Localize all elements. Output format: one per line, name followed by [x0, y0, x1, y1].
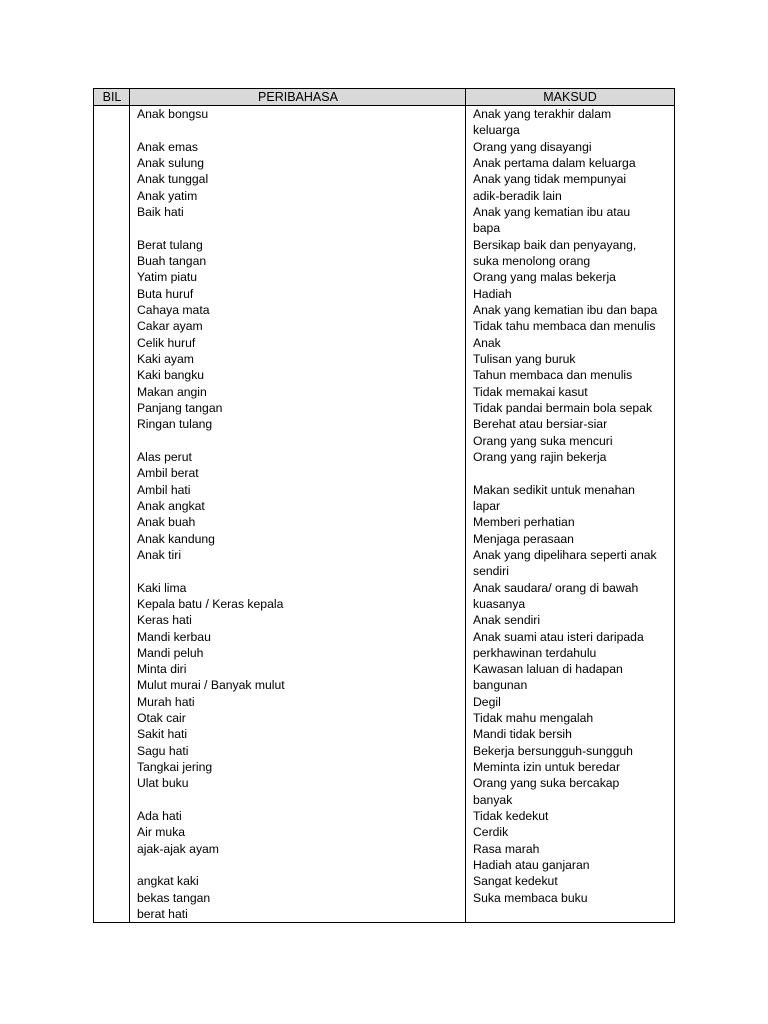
peribahasa-line: [137, 563, 462, 579]
peribahasa-line: Anak buah: [137, 515, 196, 530]
maksud-line: Sangat kedekut: [473, 874, 558, 889]
maksud-line: Anak pertama dalam keluarga: [473, 155, 636, 170]
maksud-line: keluarga: [473, 123, 520, 138]
peribahasa-line: Ambil hati: [137, 482, 191, 497]
maksud-line: Anak yang kematian ibu atau: [473, 204, 631, 219]
peribahasa-line: Minta diri: [137, 662, 187, 677]
maksud-column: [473, 106, 673, 906]
peribahasa-line: [137, 433, 462, 449]
peribahasa-line: Mulut murai / Banyak mulut: [137, 678, 285, 693]
peribahasa-line: Baik hati: [137, 204, 184, 219]
maksud-line: Mandi tidak bersih: [473, 727, 572, 742]
maksud-line: suka menolong orang: [473, 253, 591, 268]
peribahasa-line: Air muka: [137, 825, 186, 840]
peribahasa-line: Ada hati: [137, 809, 182, 824]
maksud-line: Tidak pandai bermain bola sepak: [473, 400, 653, 415]
maksud-line: Tidak mahu mengalah: [473, 711, 594, 726]
maksud-line: Tulisan yang buruk: [473, 351, 576, 366]
maksud-line: bapa: [473, 221, 501, 236]
peribahasa-line: ajak-ajak ayam: [137, 841, 219, 856]
maksud-line: adik-beradik lain: [473, 188, 562, 203]
maksud-line: Anak yang terakhir dalam: [473, 107, 612, 121]
maksud-line: Suka membaca buku: [473, 890, 588, 905]
peribahasa-line: Otak cair: [137, 711, 186, 726]
peribahasa-line: bekas tangan: [137, 890, 211, 905]
peribahasa-line: Sakit hati: [137, 727, 188, 742]
peribahasa-line: Tangkai jering: [137, 760, 213, 775]
header-peribahasa: PERIBAHASA: [258, 90, 338, 104]
peribahasa-line: Ringan tulang: [137, 417, 213, 432]
maksud-line: Hadiah: [473, 286, 512, 301]
peribahasa-line: Makan angin: [137, 384, 207, 399]
header-maksud: MAKSUD: [543, 90, 597, 104]
maksud-line: Tidak tahu membaca dan menulis: [473, 319, 656, 334]
peribahasa-line: Panjang tangan: [137, 400, 223, 415]
peribahasa-line: Mandi peluh: [137, 645, 204, 660]
peribahasa-line: Ulat buku: [137, 776, 189, 791]
maksud-line: Kawasan laluan di hadapan: [473, 662, 623, 677]
header-bil: BIL: [102, 90, 122, 104]
maksud-line: Anak: [473, 335, 501, 350]
maksud-line: Orang yang suka bercakap: [473, 776, 620, 791]
peribahasa-line: Celik huruf: [137, 335, 196, 350]
peribahasa-line: Yatim piatu: [137, 270, 198, 285]
peribahasa-line: Anak kandung: [137, 531, 215, 546]
peribahasa-line: Berat tulang: [137, 237, 203, 252]
peribahasa-line: Alas perut: [137, 449, 192, 464]
maksud-line: [473, 465, 673, 481]
maksud-line: Orang yang rajin bekerja: [473, 449, 607, 464]
maksud-line: Orang yang suka mencuri: [473, 433, 613, 448]
peribahasa-line: Anak bongsu: [137, 107, 209, 121]
maksud-line: Bersikap baik dan penyayang,: [473, 237, 637, 252]
maksud-line: Anak yang tidak mempunyai: [473, 172, 627, 187]
peribahasa-line: Anak yatim: [137, 188, 198, 203]
maksud-line: Anak suami atau isteri daripada: [473, 629, 644, 644]
peribahasa-line: [137, 220, 462, 236]
maksud-line: Memberi perhatian: [473, 515, 575, 530]
maksud-line: Anak saudara/ orang di bawah: [473, 580, 639, 595]
column-divider-bil: [129, 89, 130, 922]
maksud-line: Orang yang malas bekerja: [473, 270, 616, 285]
peribahasa-line: Keras hati: [137, 613, 192, 628]
peribahasa-line: Sagu hati: [137, 743, 189, 758]
peribahasa-line: [137, 122, 462, 138]
peribahasa-line: Kaki lima: [137, 580, 187, 595]
maksud-line: Degil: [473, 694, 501, 709]
peribahasa-line: Anak angkat: [137, 498, 205, 513]
maksud-line: Makan sedikit untuk menahan: [473, 482, 635, 497]
proverb-table: [93, 88, 675, 923]
peribahasa-line: Anak tiri: [137, 547, 182, 562]
peribahasa-line: Mandi kerbau: [137, 629, 211, 644]
peribahasa-line: Kaki bangku: [137, 368, 205, 383]
peribahasa-line: Kepala batu / Keras kepala: [137, 596, 284, 611]
maksud-line: Cerdik: [473, 825, 509, 840]
maksud-line: Tidak memakai kasut: [473, 384, 588, 399]
peribahasa-line: [137, 792, 462, 808]
maksud-line: Orang yang disayangi: [473, 139, 592, 154]
maksud-line: Bekerja bersungguh-sungguh: [473, 743, 633, 758]
maksud-line: Meminta izin untuk beredar: [473, 760, 620, 775]
maksud-line: Tidak kedekut: [473, 809, 549, 824]
maksud-line: Berehat atau bersiar-siar: [473, 417, 608, 432]
maksud-line: Anak sendiri: [473, 613, 541, 628]
peribahasa-line: Ambil berat: [137, 466, 199, 481]
peribahasa-column: [137, 106, 462, 922]
peribahasa-line: Murah hati: [137, 694, 195, 709]
peribahasa-line: berat hati: [137, 907, 188, 922]
maksud-line: Hadiah atau ganjaran: [473, 858, 590, 873]
peribahasa-line: Buah tangan: [137, 253, 207, 268]
maksud-line: kuasanya: [473, 596, 526, 611]
peribahasa-line: Anak sulung: [137, 155, 205, 170]
table-header-row: [94, 89, 674, 106]
peribahasa-line: Anak tunggal: [137, 172, 209, 187]
maksud-line: sendiri: [473, 564, 509, 579]
maksud-line: Anak yang kematian ibu dan bapa: [473, 302, 658, 317]
peribahasa-line: Buta huruf: [137, 286, 194, 301]
peribahasa-line: angkat kaki: [137, 874, 199, 889]
peribahasa-line: Cahaya mata: [137, 302, 210, 317]
maksud-line: lapar: [473, 498, 501, 513]
peribahasa-line: Kaki ayam: [137, 351, 194, 366]
maksud-line: perkhawinan terdahulu: [473, 645, 597, 660]
maksud-line: banyak: [473, 792, 513, 807]
maksud-line: bangunan: [473, 678, 528, 693]
column-divider-peribahasa: [465, 89, 466, 922]
maksud-line: Tahun membaca dan menulis: [473, 368, 633, 383]
maksud-line: Rasa marah: [473, 841, 540, 856]
maksud-line: Anak yang dipelihara seperti anak: [473, 547, 657, 562]
peribahasa-line: [137, 857, 462, 873]
peribahasa-line: Cakar ayam: [137, 319, 203, 334]
maksud-line: Menjaga perasaan: [473, 531, 574, 546]
peribahasa-line: Anak emas: [137, 139, 198, 154]
